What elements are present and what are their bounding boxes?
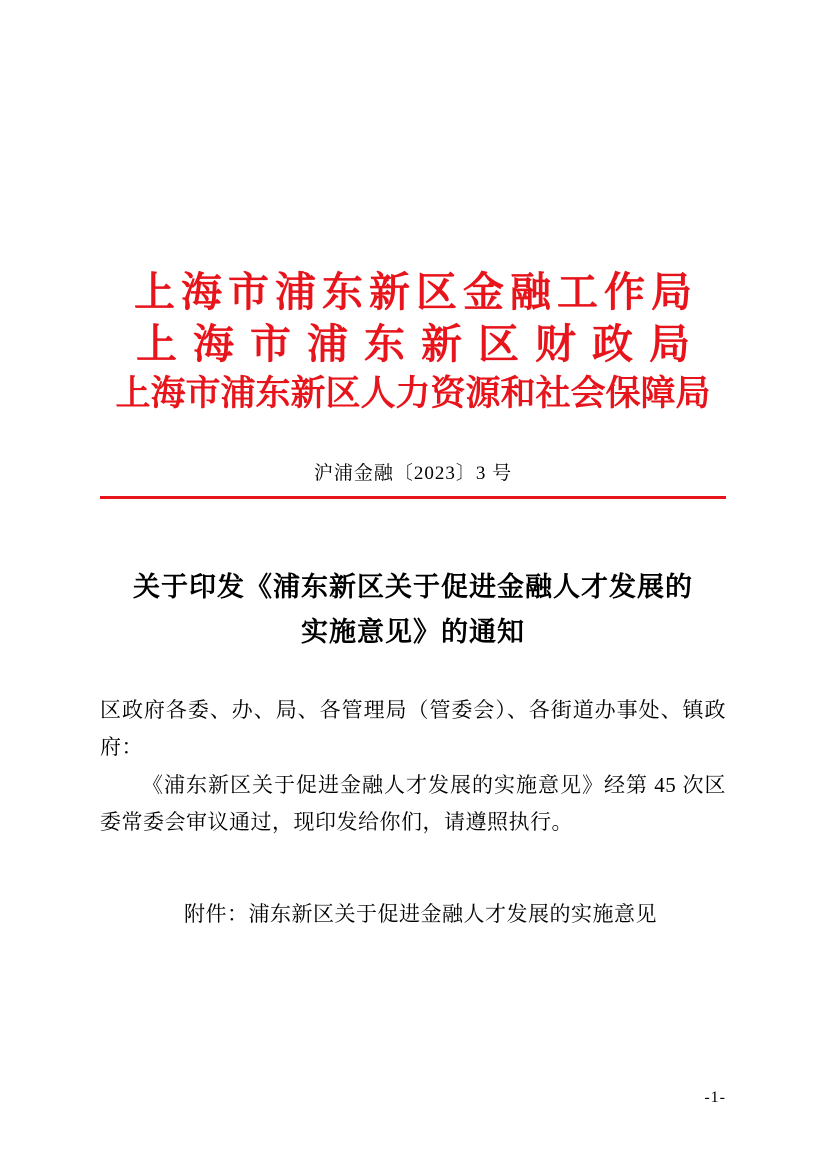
masthead-line-3: 上海市浦东新区人力资源和社会保障局 [115, 374, 711, 413]
page-number: -1- [704, 1089, 726, 1106]
masthead-line-2: 上海市浦东新区财政局 [136, 321, 706, 367]
document-body [100, 692, 726, 842]
masthead [100, 0, 726, 411]
red-divider-rule [100, 496, 726, 499]
page-title-line-2: 实施意见》的通知 [301, 616, 525, 647]
attachment-line: 附件：浦东新区关于促进金融人才发展的实施意见 [184, 901, 657, 926]
body-paragraph-1: 《浦东新区关于促进金融人才发展的实施意见》经第 45 次区委常委会审议通过，现印发给你们，请遵照执行。 [100, 772, 726, 835]
page-title [100, 565, 726, 654]
recipients-line: 区政府各委、办、局、各管理局（管委会）、各街道办事处、镇政府： [100, 698, 726, 760]
page-title-line-1: 关于印发《浦东新区关于促进金融人才发展的 [133, 572, 693, 602]
masthead-line-1: 上海市浦东新区金融工作局 [134, 269, 698, 315]
document-number: 沪浦金融〔2023〕3 号 [313, 463, 513, 484]
